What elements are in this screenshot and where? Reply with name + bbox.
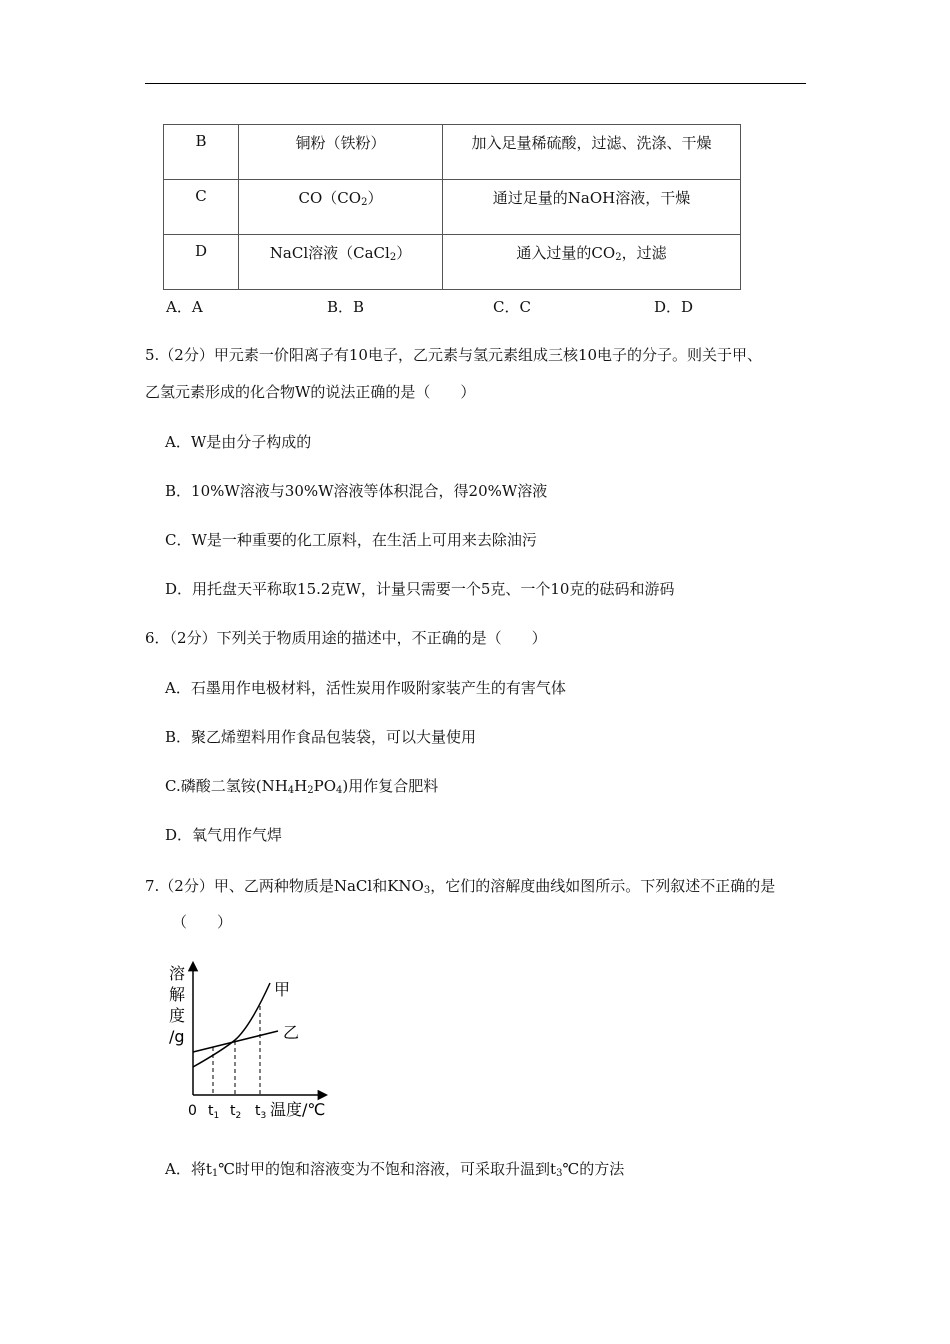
xlabel: 温度/℃ xyxy=(270,1100,326,1119)
choice-c: C．C xyxy=(493,298,531,316)
q6-option-a: A．石墨用作电极材料，活性炭用作吸附家装产生的有害气体 xyxy=(165,679,566,697)
ylabel-char: 溶 xyxy=(169,964,186,983)
method-cell: 通入过量的$CO_2$，过滤 xyxy=(443,235,741,290)
curve-yi-label: 乙 xyxy=(283,1023,300,1042)
option-cell: C xyxy=(164,180,239,235)
table-row xyxy=(164,235,741,290)
q7-option-a: A．将$t_1℃$时甲的饱和溶液变为不饱和溶液，可采取升温到$t_3℃$的方法 xyxy=(165,1160,625,1179)
q5-stem-line1: 5.（2分）甲元素一价阳离子有10电子，乙元素与氢元素组成三核10电子的分子。则关于甲、 xyxy=(145,346,763,364)
q5-option-c: C．W是一种重要的化工原料，在生活上可用来去除油污 xyxy=(165,531,537,549)
method-cell: 加入足量稀硫酸，过滤、洗涤、干燥 xyxy=(443,125,741,180)
substance-cell: 铜粉（铁粉） xyxy=(239,125,443,180)
q5-option-b: B．10%W溶液与30%W溶液等体积混合，得20%W溶液 xyxy=(165,482,548,500)
choice-b: B．B xyxy=(327,298,365,316)
method-cell: 通过足量的NaOH溶液，干燥 xyxy=(443,180,741,235)
q6-option-d: D．氧气用作气焊 xyxy=(165,826,283,844)
choice-a: A．A xyxy=(166,298,203,316)
ylabel-char: /g xyxy=(169,1027,185,1046)
table-row xyxy=(164,125,741,180)
q6-option-c: C.磷酸二氢铵$(NH_4H_2PO_4)$用作复合肥料 xyxy=(165,777,439,796)
choice-d: D．D xyxy=(654,298,694,316)
q5-stem-line2: 乙氢元素形成的化合物W的说法正确的是（ ） xyxy=(145,383,476,401)
q6-option-b: B．聚乙烯塑料用作食品包装袋，可以大量使用 xyxy=(165,728,477,746)
tick-t1: $t_1$ xyxy=(208,1103,220,1121)
tick-t2: $t_2$ xyxy=(230,1103,242,1121)
curve-jia xyxy=(193,983,270,1067)
q7-stem-line2: （ ） xyxy=(172,913,233,931)
q6-stem: 6．（2分）下列关于物质用途的描述中，不正确的是（ ） xyxy=(145,629,547,647)
q5-option-a: A．W是由分子构成的 xyxy=(165,433,312,451)
table-row xyxy=(164,180,741,235)
curve-jia-label: 甲 xyxy=(274,980,291,999)
q5-option-d: D．用托盘天平称取15.2克W，计量只需要一个5克、一个10克的砝码和游码 xyxy=(165,580,675,598)
ylabel-char: 解 xyxy=(169,985,186,1004)
options-table xyxy=(163,124,741,290)
option-cell: D xyxy=(164,235,239,290)
origin-label: 0 xyxy=(188,1103,197,1119)
substance-cell: $CO(CO_2)$ xyxy=(239,180,443,235)
q7-stem-line1: 7.（2分）甲、乙两种物质是NaCl和$KNO_3$，它们的溶解度曲线如图所示。下列叙述不正确的是 xyxy=(145,877,776,896)
substance-cell: NaCl溶液（CaCl$_2$） xyxy=(239,235,443,290)
ylabel-char: 度 xyxy=(169,1006,186,1025)
tick-t3: $t_3$ xyxy=(255,1103,267,1121)
header-rule xyxy=(145,83,806,84)
q4-choices xyxy=(0,296,950,316)
solubility-graph xyxy=(168,955,343,1125)
option-cell: B xyxy=(164,125,239,180)
